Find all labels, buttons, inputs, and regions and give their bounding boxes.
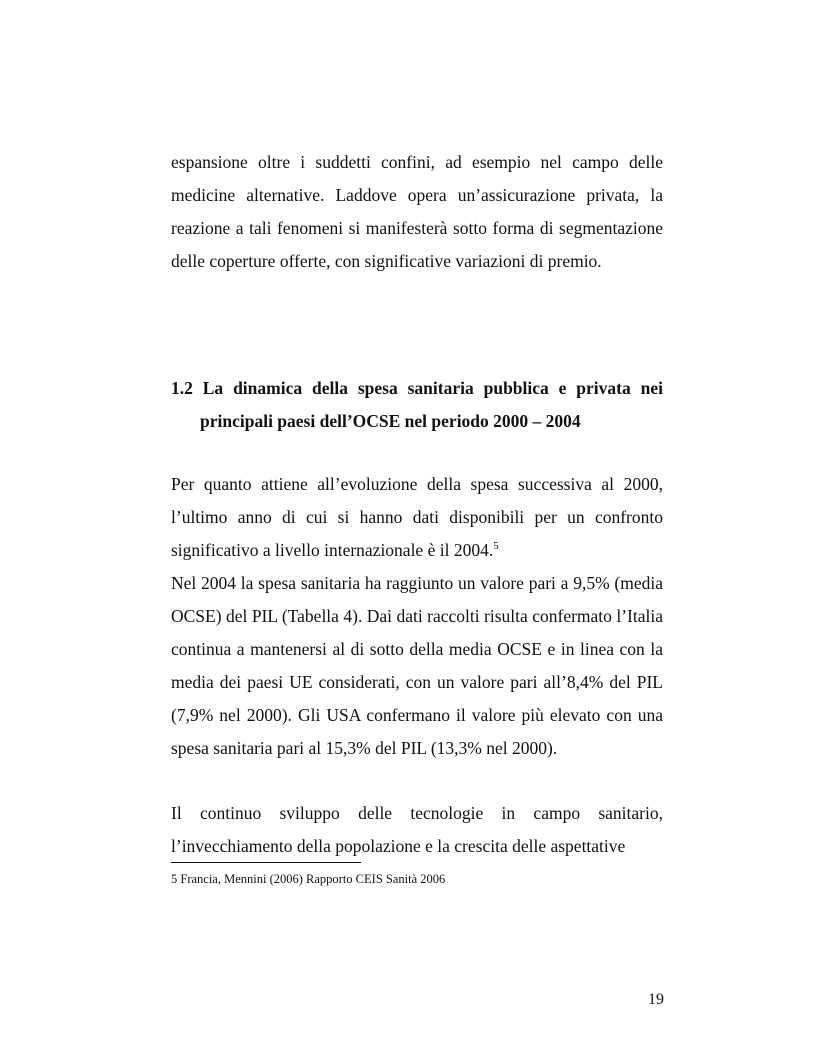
- body-paragraph-continuation: espansione oltre i suddetti confini, ad esempio nel campo delle medicine alternative. Laddove opera un’assicurazione privata, la reazione a tali fenomeni si manifesterà sotto forma di segmentazione delle coperture offerte, con significative variazioni di premio.: [171, 152, 663, 271]
- section-heading-line-2: principali paesi dell’OCSE nel periodo 2000 – 2004: [200, 411, 581, 431]
- footnote: 5 Francia, Mennini (2006) Rapporto CEIS Sanità 2006: [171, 872, 446, 886]
- footnote-divider: [171, 862, 361, 863]
- body-paragraph-technology: Il continuo sviluppo delle tecnologie in campo sanitario, l’invecchiamento della popolazione e la crescita delle aspettative: [171, 803, 663, 856]
- body-paragraph-spending: Nel 2004 la spesa sanitaria ha raggiunto un valore pari a 9,5% (media OCSE) del PIL (Tabella 4). Dai dati raccolti risulta confermato l’Italia continua a mantenersi al di sotto della media OCSE e in linea con la media dei paesi UE considerati, con un valore pari all’8,4% del PIL (7,9% nel 2000). Gli USA confermano il valore più elevato con una spesa sanitaria pari al 15,3% del PIL (13,3% nel 2000).: [171, 573, 663, 758]
- page-number: 19: [648, 991, 664, 1008]
- footnote-reference[interactable]: 5: [493, 540, 499, 553]
- section-heading-line-1: 1.2 La dinamica della spesa sanitaria pubblica e privata nei: [171, 378, 663, 398]
- body-paragraph-intro-text: Per quanto attiene all’evoluzione della spesa successiva al 2000, l’ultimo anno di cui si hanno dati disponibili per un confronto significativo a livello internazionale è il 2004.: [171, 474, 663, 560]
- section-heading: [171, 372, 663, 438]
- body-paragraph-intro: [171, 468, 663, 567]
